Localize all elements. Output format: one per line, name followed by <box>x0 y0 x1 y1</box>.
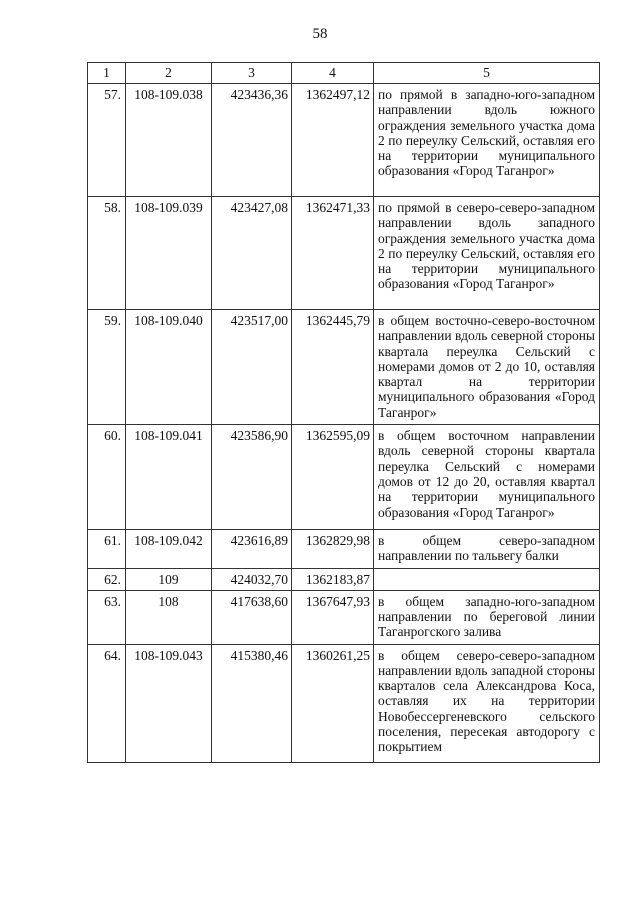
row-number: 59. <box>88 310 126 425</box>
table-row <box>88 530 600 569</box>
point-code: 108-109.038 <box>126 84 212 197</box>
table-row <box>88 590 600 644</box>
route-description: в общем восточно-северо-восточном направлении вдоль северной стороны квартала переулка Сельский с номерами домов от 2 до 10, оставляя квартал на территории муниципального образования «Город Таганрог» <box>374 310 600 425</box>
point-code: 108-109.042 <box>126 530 212 569</box>
table-row <box>88 310 600 425</box>
route-description: в общем северо-северо-западном направлении вдоль западной стороны кварталов села Александрова Коса, оставляя их на территории Новобессергеневского сельского поселения, пересекая автодорогу с покрытием <box>374 644 600 762</box>
row-number: 62. <box>88 568 126 590</box>
row-number: 60. <box>88 425 126 530</box>
coordinate-x: 417638,60 <box>212 590 292 644</box>
header-col-2: 2 <box>126 63 212 84</box>
route-description: по прямой в северо-северо-западном направлении вдоль западного ограждения земельного участка дома 2 по переулку Сельский, оставляя его на территории муниципального образования «Город Таганрог» <box>374 197 600 310</box>
row-number: 64. <box>88 644 126 762</box>
route-description: в общем северо-западном направлении по тальвегу балки <box>374 530 600 569</box>
point-code: 108 <box>126 590 212 644</box>
coordinate-y: 1362183,87 <box>292 568 374 590</box>
coordinate-x: 423436,36 <box>212 84 292 197</box>
coordinate-x: 423517,00 <box>212 310 292 425</box>
point-code: 109 <box>126 568 212 590</box>
coordinate-y: 1360261,25 <box>292 644 374 762</box>
table-header-row <box>88 63 600 84</box>
route-description: в общем западно-юго-западном направлении по береговой линии Таганрогского залива <box>374 590 600 644</box>
table-row <box>88 84 600 197</box>
coordinate-x: 423427,08 <box>212 197 292 310</box>
table-row <box>88 644 600 762</box>
header-col-5: 5 <box>374 63 600 84</box>
coordinate-y: 1362445,79 <box>292 310 374 425</box>
coordinate-x: 415380,46 <box>212 644 292 762</box>
point-code: 108-109.041 <box>126 425 212 530</box>
point-code: 108-109.043 <box>126 644 212 762</box>
coordinate-y: 1367647,93 <box>292 590 374 644</box>
coordinate-x: 423586,90 <box>212 425 292 530</box>
table-row <box>88 425 600 530</box>
coordinate-y: 1362471,33 <box>292 197 374 310</box>
route-description <box>374 568 600 590</box>
row-number: 57. <box>88 84 126 197</box>
route-description: в общем восточном направлении вдоль северной стороны квартала переулка Сельский с номерами домов от 12 до 20, оставляя квартал на территории муниципального образования «Город Таганрог» <box>374 425 600 530</box>
route-description: по прямой в западно-юго-западном направлении вдоль южного ограждения земельного участка дома 2 по переулку Сельский, оставляя его на территории муниципального образования «Город Таганрог» <box>374 84 600 197</box>
header-col-1: 1 <box>88 63 126 84</box>
coordinate-y: 1362829,98 <box>292 530 374 569</box>
coordinate-y: 1362595,09 <box>292 425 374 530</box>
coordinate-x: 424032,70 <box>212 568 292 590</box>
coordinate-x: 423616,89 <box>212 530 292 569</box>
row-number: 58. <box>88 197 126 310</box>
table-row <box>88 568 600 590</box>
point-code: 108-109.039 <box>126 197 212 310</box>
row-number: 61. <box>88 530 126 569</box>
point-code: 108-109.040 <box>126 310 212 425</box>
table-row <box>88 197 600 310</box>
coordinate-y: 1362497,12 <box>292 84 374 197</box>
boundary-points-table <box>87 62 600 763</box>
page-number: 58 <box>312 26 328 42</box>
header-col-4: 4 <box>292 63 374 84</box>
row-number: 63. <box>88 590 126 644</box>
header-col-3: 3 <box>212 63 292 84</box>
